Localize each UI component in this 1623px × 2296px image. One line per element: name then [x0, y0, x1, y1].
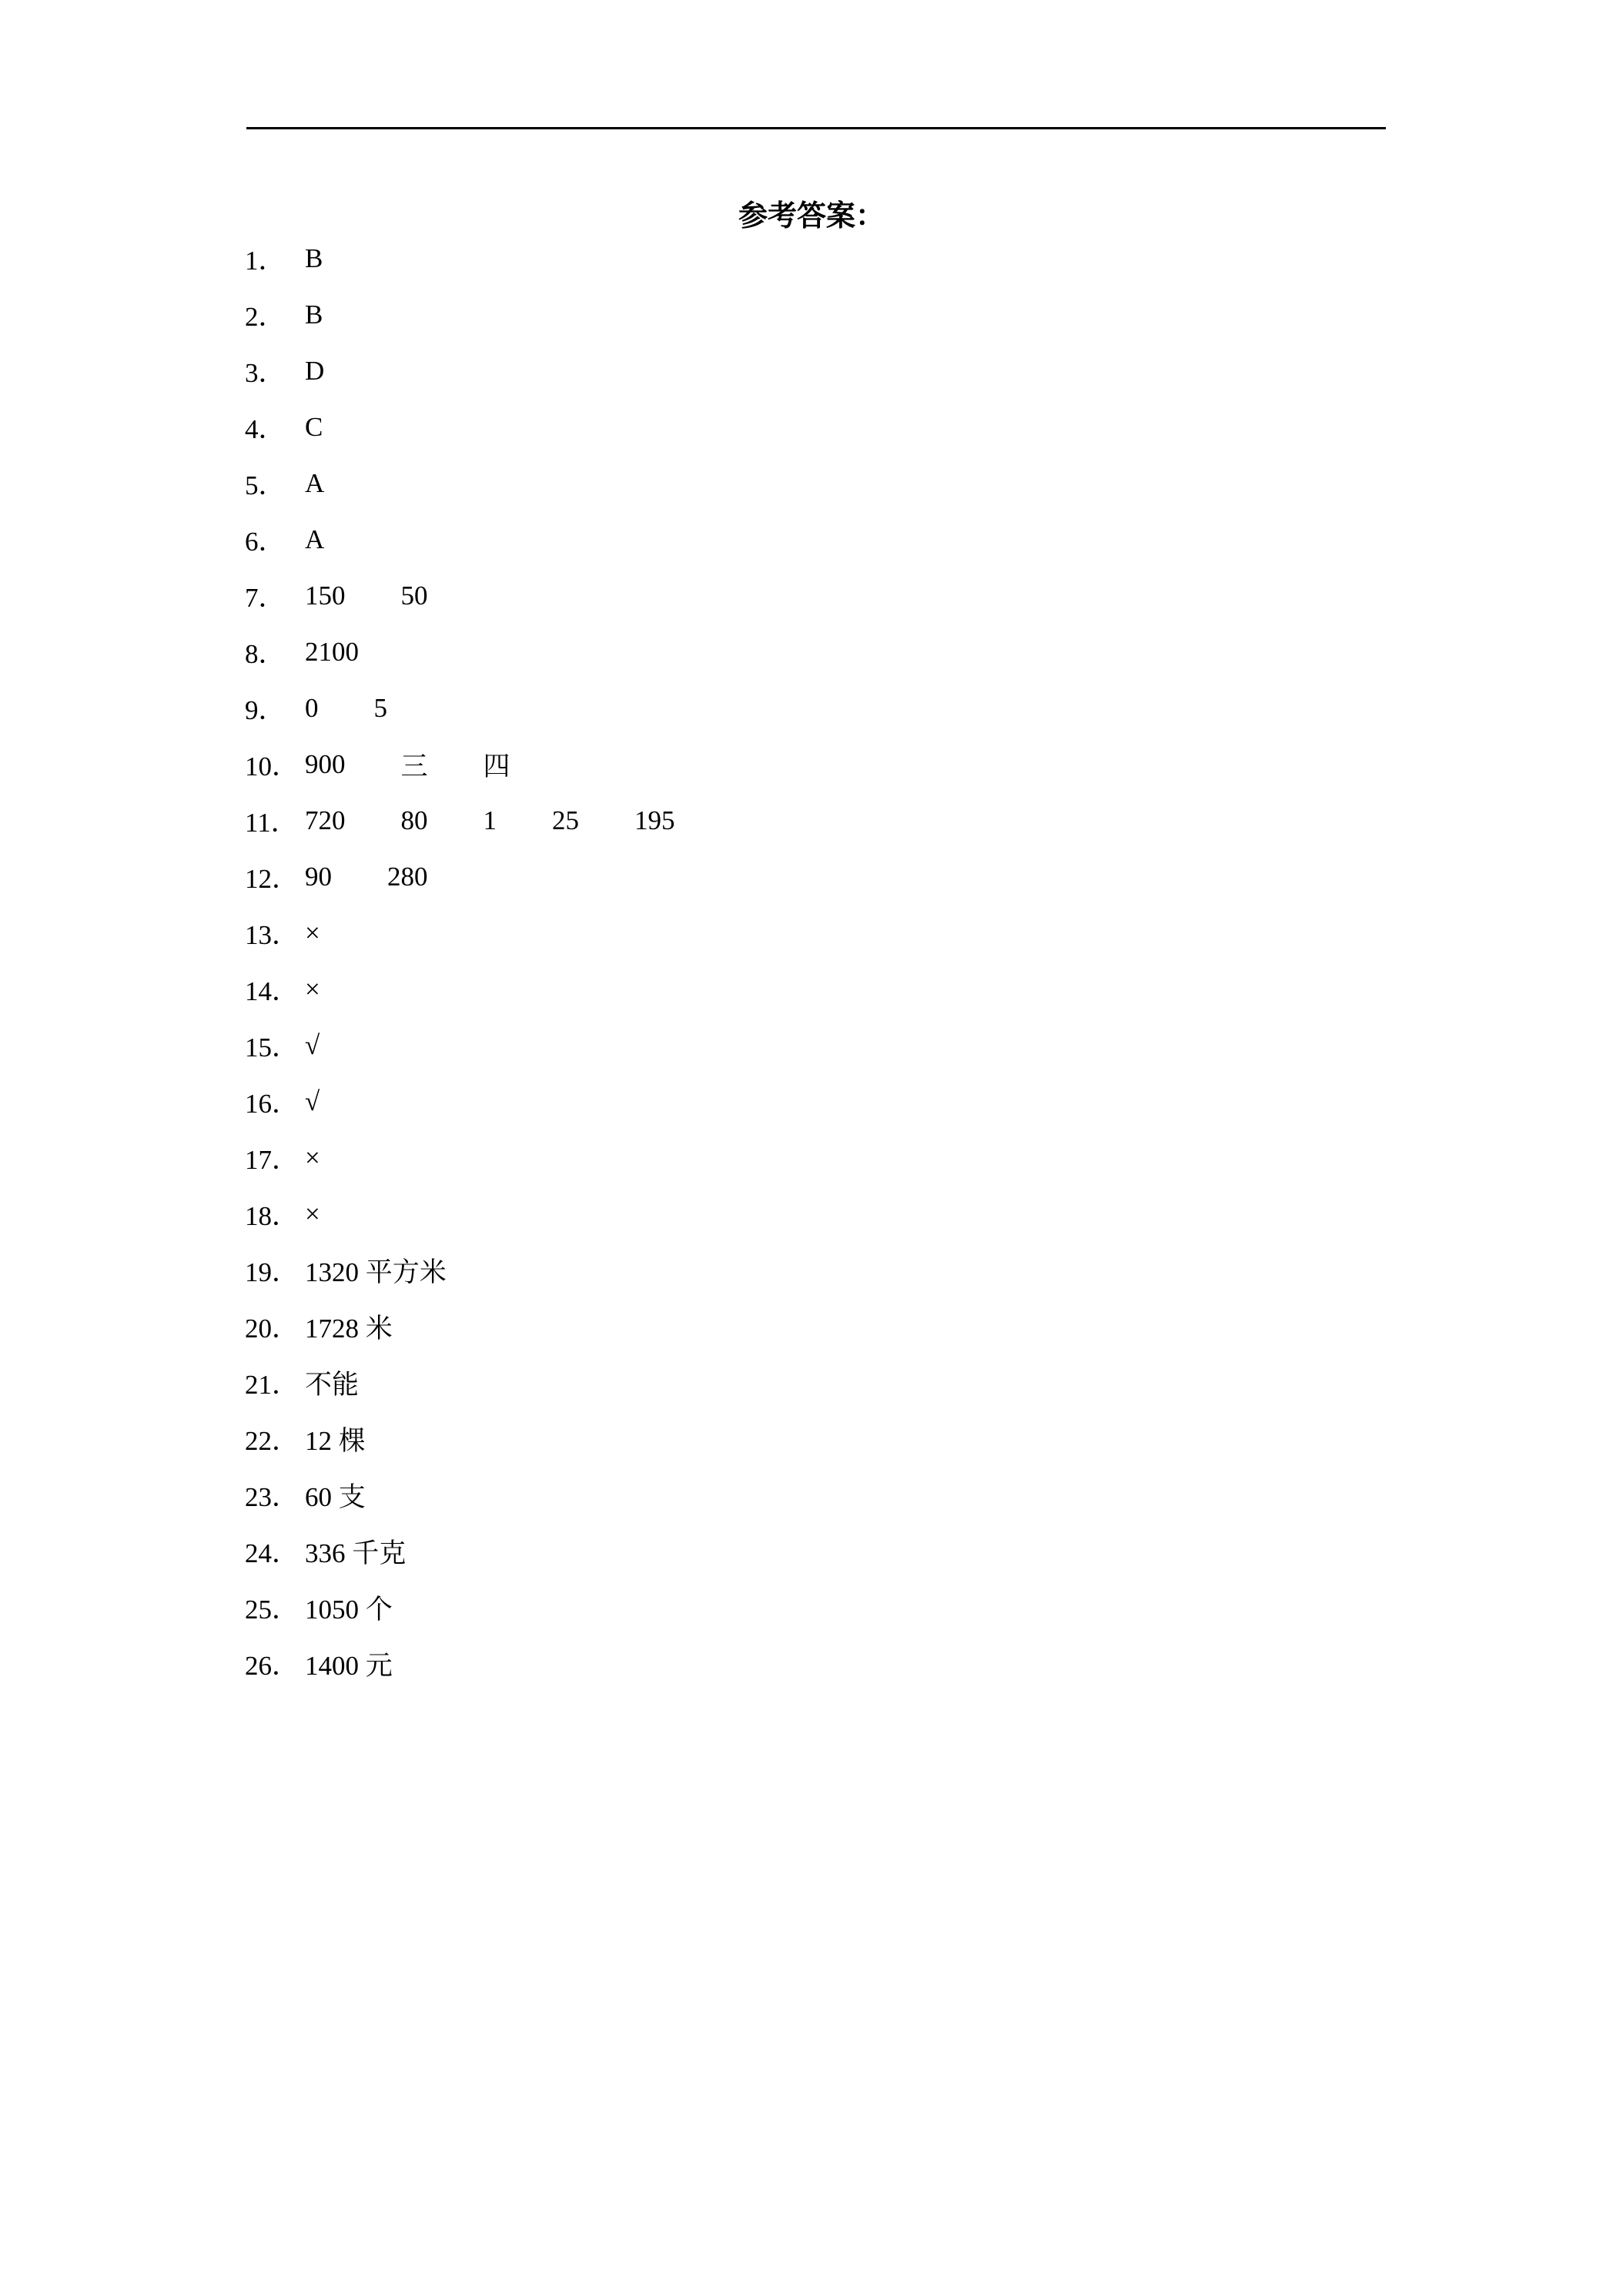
answer-row: [245, 1467, 675, 1523]
answer-row: [245, 680, 675, 736]
answer-value: B: [305, 243, 323, 273]
answer-number: 20．: [245, 1313, 300, 1344]
answer-value: ×: [305, 1142, 320, 1173]
answer-row: [245, 1354, 675, 1411]
answer-value: 90: [305, 861, 332, 892]
answer-value: 336 千克: [305, 1538, 407, 1568]
answer-number: 14．: [245, 976, 300, 1006]
answer-value: 5: [373, 692, 387, 723]
answer-number: 12．: [245, 863, 300, 894]
answer-value: 不能: [305, 1369, 360, 1400]
answer-value: 四: [483, 751, 510, 782]
answer-value: √: [305, 1086, 320, 1116]
answer-value: ×: [305, 973, 320, 1004]
answer-number: 23．: [245, 1481, 300, 1512]
answer-number: 13．: [245, 919, 300, 950]
answer-number: 19．: [245, 1257, 300, 1287]
answer-value: 50: [400, 580, 428, 611]
answer-number: 2．: [245, 301, 286, 332]
answer-number: 22．: [245, 1425, 300, 1456]
answer-row: [245, 1186, 675, 1242]
answer-row: [245, 1411, 675, 1467]
answer-row: [245, 736, 675, 792]
answer-row: [245, 567, 675, 624]
answer-value: 1400 元: [305, 1650, 393, 1681]
answer-value: ×: [305, 1198, 320, 1229]
answer-value: B: [305, 299, 323, 330]
header-rule: [246, 127, 1386, 129]
answer-number: 21．: [245, 1369, 300, 1400]
answer-value: A: [305, 467, 325, 498]
answer-row: [245, 961, 675, 1017]
answer-row: [245, 905, 675, 961]
answer-number: 18．: [245, 1200, 300, 1231]
answer-row: [245, 455, 675, 511]
answer-number: 25．: [245, 1594, 300, 1625]
answer-value: A: [305, 524, 325, 554]
answer-row: [245, 343, 675, 399]
answer-list: [245, 230, 675, 1692]
answer-value: 1: [483, 805, 497, 835]
answer-value: 25: [552, 805, 579, 835]
answer-value: √: [305, 1029, 320, 1060]
answer-row: [245, 230, 675, 286]
answer-number: 7．: [245, 582, 286, 613]
answer-value: D: [305, 355, 325, 386]
page-title: 参考答案：: [738, 199, 885, 233]
answer-row: [245, 1130, 675, 1186]
answer-value: ×: [305, 917, 320, 948]
answer-number: 6．: [245, 526, 286, 557]
answer-row: [245, 1635, 675, 1692]
answer-number: 5．: [245, 470, 286, 500]
answer-value: 280: [387, 861, 428, 892]
answer-row: [245, 286, 675, 343]
answer-row: [245, 1579, 675, 1635]
answer-value: C: [305, 411, 323, 442]
answer-row: [245, 1017, 675, 1073]
answer-value: 80: [400, 805, 428, 835]
answer-number: 11．: [245, 807, 298, 838]
answer-row: [245, 511, 675, 567]
answer-value: 150: [305, 580, 346, 611]
answer-value: 12 棵: [305, 1425, 366, 1456]
answer-row: [245, 1242, 675, 1298]
answer-row: [245, 399, 675, 455]
answer-number: 15．: [245, 1032, 300, 1063]
answer-value: 720: [305, 805, 346, 835]
answer-row: [245, 1298, 675, 1354]
answer-number: 10．: [245, 751, 300, 782]
answer-value: 900: [305, 748, 346, 779]
answer-value: 195: [634, 805, 675, 835]
answer-number: 17．: [245, 1144, 300, 1175]
answer-value: 1728 米: [305, 1313, 393, 1344]
answer-number: 1．: [245, 245, 286, 276]
answer-value: 60 支: [305, 1481, 366, 1512]
answer-row: [245, 792, 675, 848]
answer-number: 8．: [245, 638, 286, 669]
answer-number: 9．: [245, 694, 286, 725]
answer-number: 26．: [245, 1650, 300, 1681]
answer-row: [245, 1523, 675, 1579]
answer-value: 1320 平方米: [305, 1257, 447, 1287]
answer-number: 16．: [245, 1088, 300, 1119]
answer-number: 3．: [245, 357, 286, 388]
answer-row: [245, 624, 675, 680]
answer-number: 24．: [245, 1538, 300, 1568]
answer-value: 三: [400, 751, 428, 782]
answer-number: 4．: [245, 413, 286, 444]
answer-value: 2100: [305, 636, 359, 667]
answer-row: [245, 1073, 675, 1130]
answer-value: 0: [305, 692, 319, 723]
answer-value: 1050 个: [305, 1594, 393, 1625]
answer-row: [245, 848, 675, 905]
